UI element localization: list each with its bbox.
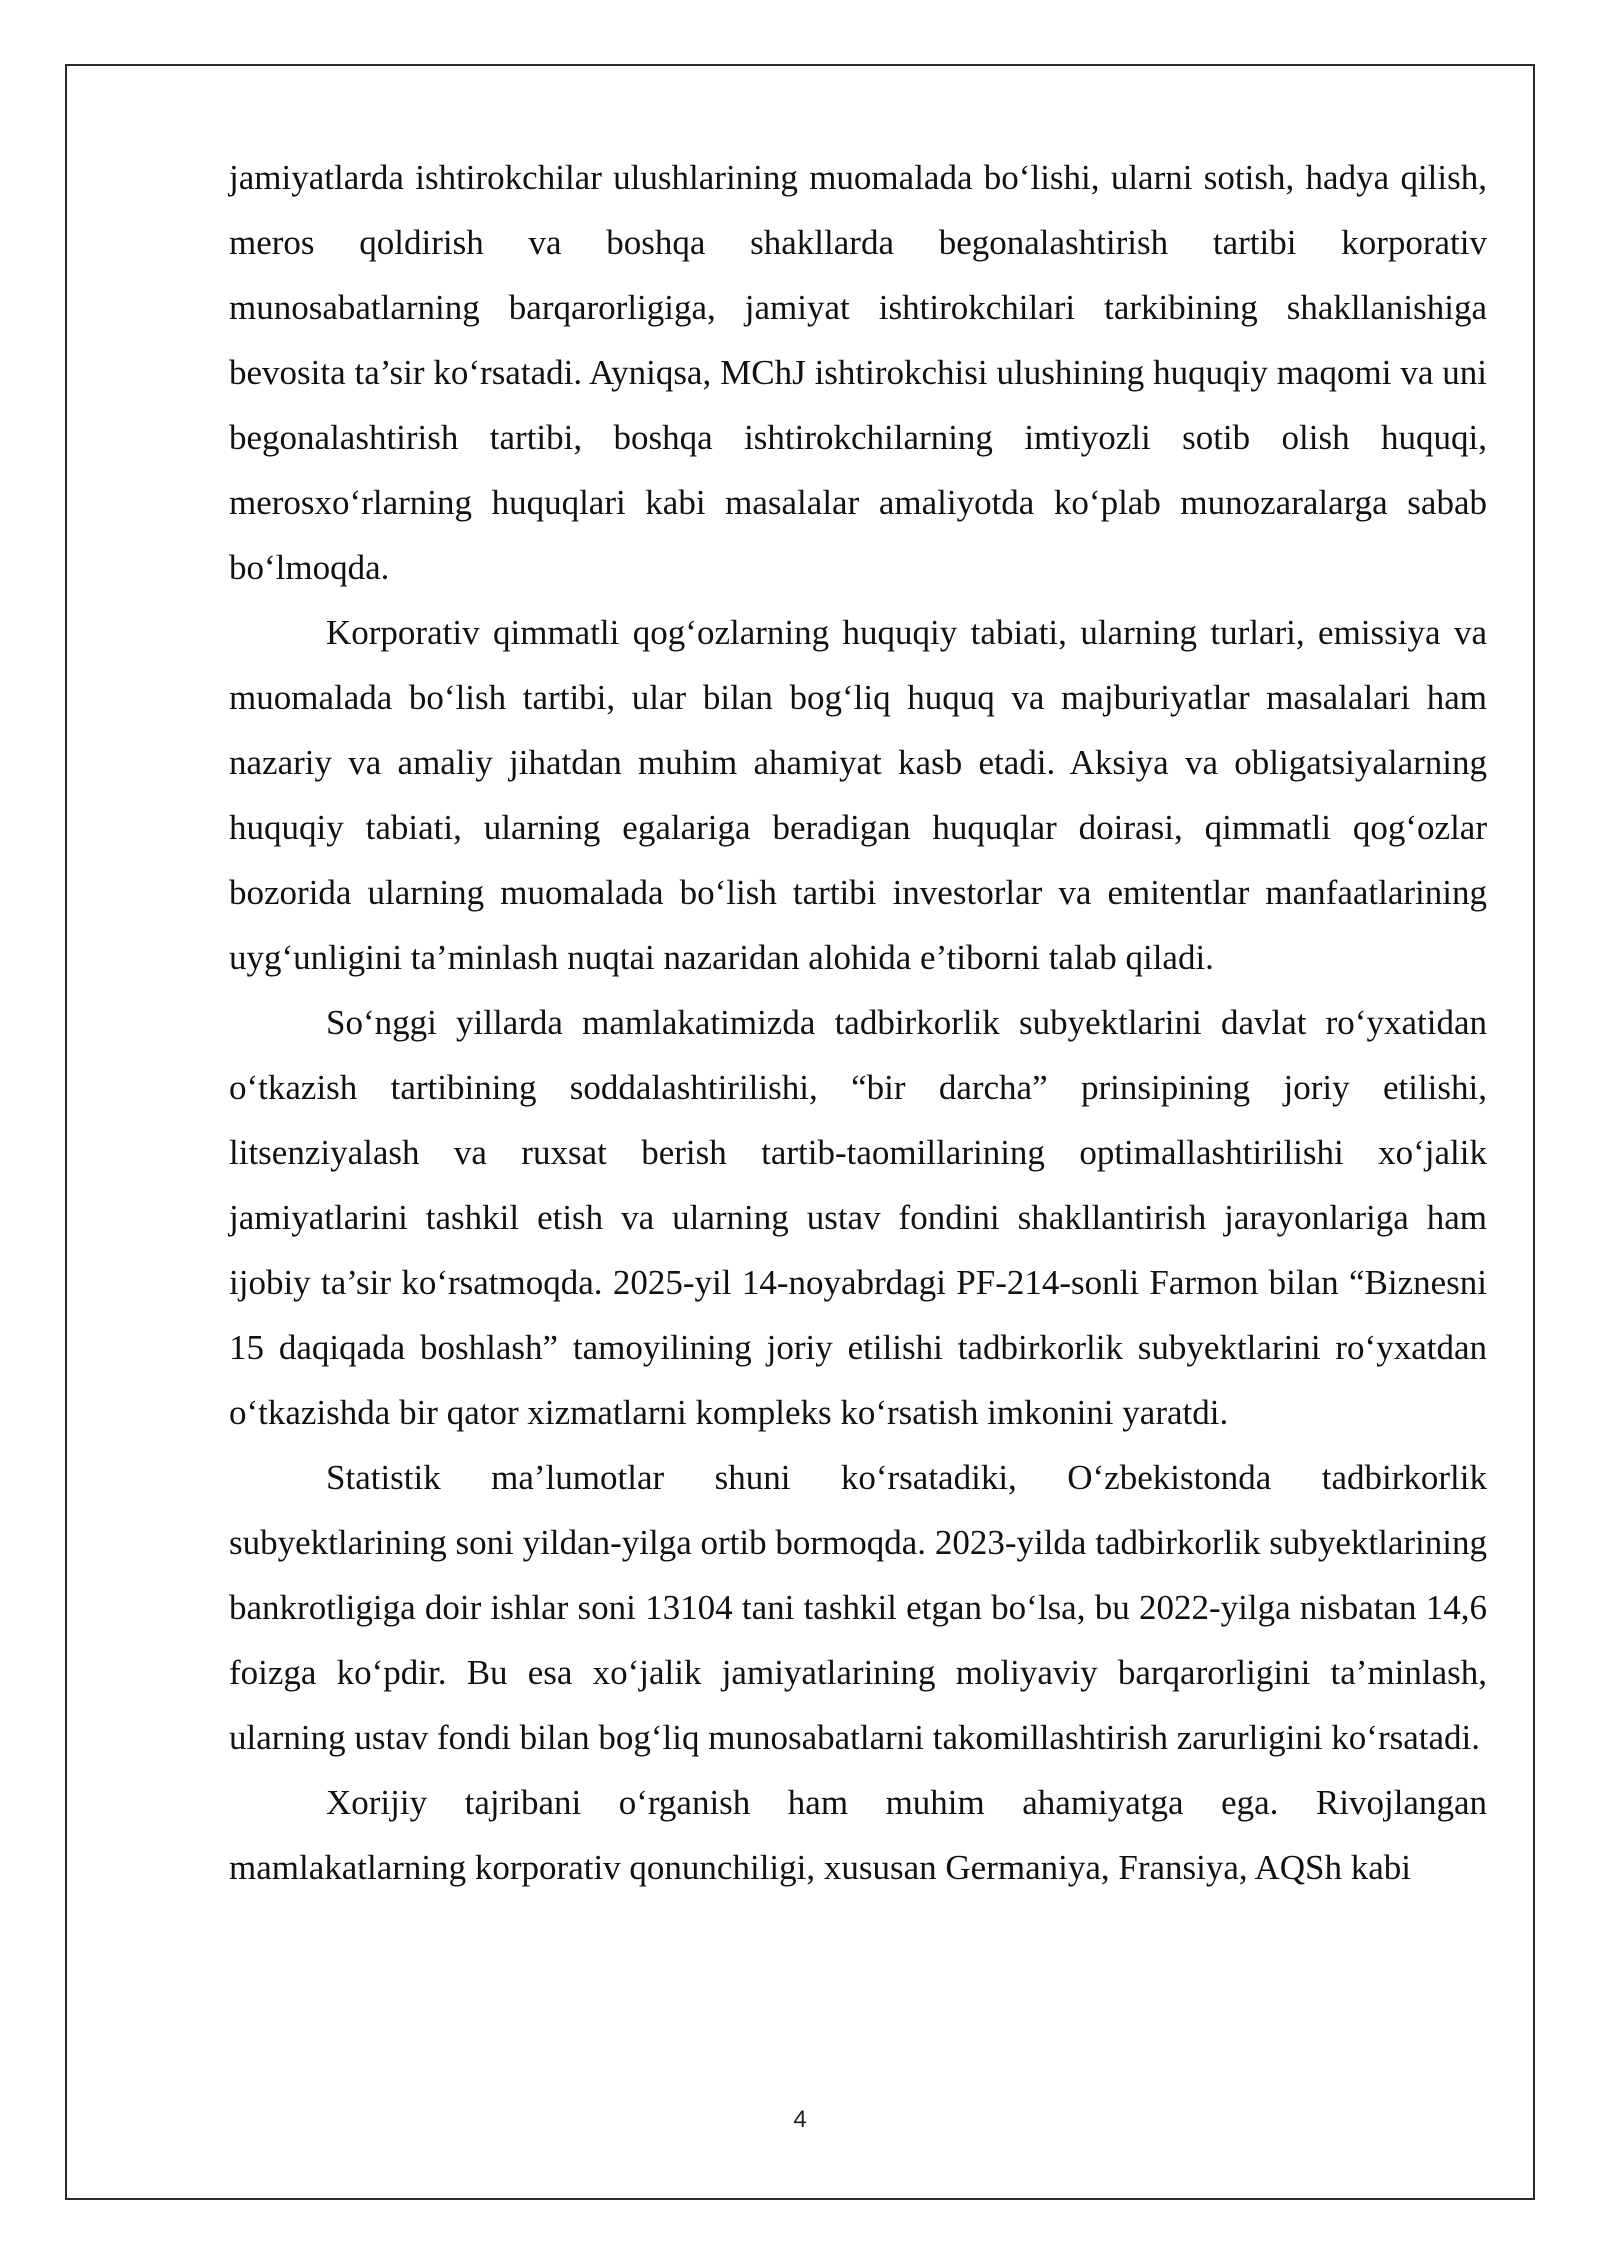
- paragraph-4: Statistik ma’lumotlar shuni ko‘rsatadiki, O‘zbekistonda tadbirkorlik subyektlarining soni yildan-yilga ortib bormoqda. 2023-yilda tadbirkorlik subyektlarining bankrotligiga doir ishlar soni 13104 tani tashkil etgan bo‘lsa, bu 2022-yilga nisbatan 14,6 foizga ko‘pdir. Bu esa xo‘jalik jamiyatlarining moliyaviy barqarorligini ta’minlash, ularning ustav fondi bilan bog‘liq munosabatlarni takomillashtirish zarurligini ko‘rsatadi.: [229, 1458, 1487, 1757]
- paragraph-2: Korporativ qimmatli qog‘ozlarning huquqiy tabiati, ularning turlari, emissiya va muomalada bo‘lish tartibi, ular bilan bog‘liq huquq va majburiyatlar masalalari ham nazariy va amaliy jihatdan muhim ahamiyat kasb etadi. Aksiya va obligatsiyalarning huquqiy tabiati, ularning egalariga beradigan huquqlar doirasi, qimmatli qog‘ozlar bozorida ularning muomalada bo‘lish tartibi investorlar va emitentlar manfaatlarining uyg‘unligini ta’minlash nuqtai nazaridan alohida e’tiborni talab qiladi.: [229, 613, 1487, 977]
- document-body: [229, 145, 1487, 1900]
- paragraph-3: So‘nggi yillarda mamlakatimizda tadbirkorlik subyektlarini davlat ro‘yxatidan o‘tkazish tartibining soddalashtirilishi, “bir darcha” prinsipining joriy etilishi, litsenziyalash va ruxsat berish tartib-taomillarining optimallashtirilishi xo‘jalik jamiyatlarini tashkil etish va ularning ustav fondini shakllantirish jarayonlariga ham ijobiy ta’sir ko‘rsatmoqda. 2025-yil 14-noyabrdagi PF-214-sonli Farmon bilan “Biznesni 15 daqiqada boshlash” tamoyilining joriy etilishi tadbirkorlik subyektlarini ro‘yxatdan o‘tkazishda bir qator xizmatlarni kompleks ko‘rsatish imkonini yaratdi.: [229, 1003, 1487, 1432]
- page-number: 4: [793, 2106, 807, 2133]
- paragraph-1: jamiyatlarda ishtirokchilar ulushlarining muomalada bo‘lishi, ularni sotish, hadya qilish, meros qoldirish va boshqa shakllarda begonalashtirish tartibi korporativ munosabatlarning barqarorligiga, jamiyat ishtirokchilari tarkibining shakllanishiga bevosita ta’sir ko‘rsatadi. Ayniqsa, MChJ ishtirokchisi ulushining huquqiy maqomi va uni begonalashtirish tartibi, boshqa ishtirokchilarning imtiyozli sotib olish huquqi, merosxo‘rlarning huquqlari kabi masalalar amaliyotda ko‘plab munozaralarga sabab bo‘lmoqda.: [229, 158, 1487, 587]
- paragraph-5: Xorijiy tajribani o‘rganish ham muhim ahamiyatga ega. Rivojlangan mamlakatlarning korporativ qonunchiligi, xususan Germaniya, Fransiya, AQSh kabi: [229, 1783, 1487, 1887]
